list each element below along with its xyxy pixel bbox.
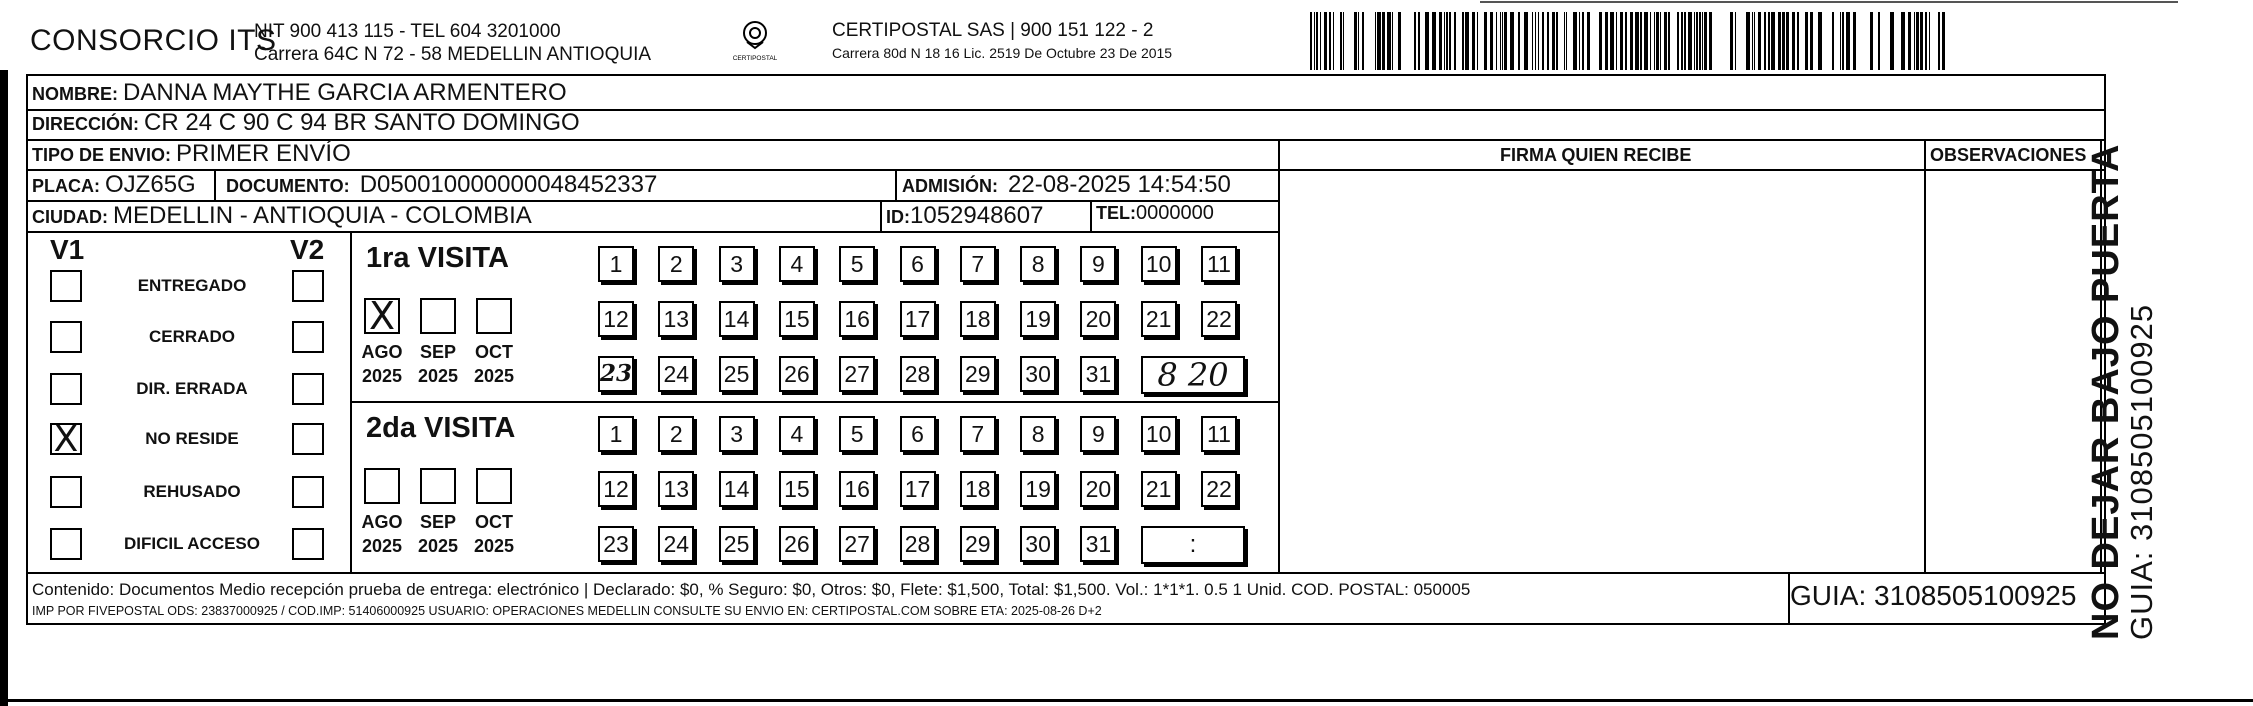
status-label: DIFICIL ACCESO xyxy=(123,534,260,553)
month-checkbox[interactable] xyxy=(420,468,456,504)
day-box[interactable]: 8 xyxy=(1020,246,1056,282)
id-value: 1052948607 xyxy=(910,202,1044,229)
content-details: Contenido: Documentos Medio recepción prueba de entrega: electrónico | Declarado: $0, % Seguro: $0, Otros: $0, Flete: $1,500, Total: $1,500. Vol.: 1*1*1. 0.5 1 Unid. COD. POSTAL: 050005 xyxy=(32,580,1471,599)
day-box[interactable]: 15 xyxy=(779,471,815,507)
day-box[interactable]: 30 xyxy=(1020,526,1056,562)
visit-title: 2da VISITA xyxy=(366,412,516,444)
placa-field xyxy=(32,171,196,199)
tel-value: 0000000 xyxy=(1136,202,1214,224)
side-guia: GUIA: 3108505100925 xyxy=(2124,303,2159,640)
day-box[interactable]: 29 xyxy=(960,356,996,392)
no-dejar-notice: NO DEJAR BAJO PUERTA xyxy=(2085,143,2127,640)
ciudad-field xyxy=(32,202,532,230)
day-box[interactable]: 31 xyxy=(1080,526,1116,562)
check-mark: X xyxy=(368,294,396,338)
visit-divider xyxy=(350,401,1280,403)
placa-label: PLACA: xyxy=(32,176,100,196)
month-name: SEP xyxy=(419,342,457,362)
id-label: ID: xyxy=(886,207,910,227)
v1-checkbox[interactable] xyxy=(50,270,82,302)
day-box[interactable]: 4 xyxy=(779,416,815,452)
day-box[interactable]: 28 xyxy=(900,526,936,562)
time-box[interactable]: 8 20 xyxy=(1141,356,1245,394)
company-name: CONSORCIO ITS xyxy=(30,24,277,57)
certipostal-nit: CERTIPOSTAL SAS | 900 151 122 - 2 xyxy=(832,20,1154,41)
day-box[interactable]: 13 xyxy=(658,301,694,337)
barcode xyxy=(1310,12,1947,70)
day-box[interactable]: 28 xyxy=(900,356,936,392)
tipo-envio-field xyxy=(32,140,351,168)
day-box[interactable]: 23 xyxy=(598,356,634,392)
nit-line: NIT 900 413 115 - TEL 604 3201000 xyxy=(254,21,561,42)
day-box[interactable]: 27 xyxy=(839,526,875,562)
guia-number: GUIA: 3108505100925 xyxy=(1790,580,2077,611)
month-year: 2025 xyxy=(417,536,459,556)
admision-value: 22-08-2025 14:54:50 xyxy=(1008,171,1231,198)
v2-checkbox[interactable] xyxy=(292,476,324,508)
day-box[interactable]: 8 xyxy=(1020,416,1056,452)
month-year: 2025 xyxy=(361,366,403,386)
day-box[interactable]: 14 xyxy=(719,471,755,507)
status-label: CERRADO xyxy=(149,327,235,346)
day-box[interactable]: 26 xyxy=(779,356,815,392)
month-name: OCT xyxy=(475,342,513,362)
direccion-field xyxy=(32,109,580,137)
id-field xyxy=(886,202,1043,230)
logo-text: CERTIPOSTAL xyxy=(732,55,778,62)
day-box[interactable]: 15 xyxy=(779,301,815,337)
day-box[interactable]: 21 xyxy=(1141,471,1177,507)
month-label xyxy=(411,340,465,388)
visit-title: 1ra VISITA xyxy=(366,242,509,274)
month-name: OCT xyxy=(475,512,513,532)
month-year: 2025 xyxy=(473,366,515,386)
ciudad-value: MEDELLIN - ANTIOQUIA - COLOMBIA xyxy=(113,202,532,229)
day-box[interactable]: 30 xyxy=(1020,356,1056,392)
day-box[interactable]: 24 xyxy=(658,356,694,392)
footer-divider xyxy=(26,572,2106,574)
placa-value: OJZ65G xyxy=(105,171,196,198)
day-box[interactable]: 29 xyxy=(960,526,996,562)
v1-header: V1 xyxy=(50,234,85,265)
direccion-value: CR 24 C 90 C 94 BR SANTO DOMINGO xyxy=(144,109,580,136)
month-name: AGO xyxy=(361,342,403,362)
top-rule xyxy=(1480,1,2178,3)
day-box[interactable]: 22 xyxy=(1201,301,1237,337)
day-box[interactable]: 22 xyxy=(1201,471,1237,507)
certipostal-address: Carrera 80d N 18 16 Lic. 2519 De Octubre 23 De 2015 xyxy=(832,45,1173,61)
month-checkbox[interactable] xyxy=(476,468,512,504)
day-box[interactable]: 2 xyxy=(658,246,694,282)
day-box[interactable]: 16 xyxy=(839,471,875,507)
nombre-label: NOMBRE: xyxy=(32,84,118,104)
day-box[interactable]: 12 xyxy=(598,301,634,337)
day-box[interactable]: 9 xyxy=(1080,246,1116,282)
day-box[interactable]: 27 xyxy=(839,356,875,392)
status-label: REHUSADO xyxy=(143,482,241,501)
print-info: IMP POR FIVEPOSTAL ODS: 23837000925 / COD.IMP: 51406000925 USUARIO: OPERACIONES MEDELLIN CONSULTE SU ENVIO EN: CERTIPOSTAL.COM SOBRE ETA: 2025-08-26 D+2 xyxy=(32,604,1102,618)
status-label: NO RESIDE xyxy=(145,429,239,448)
day-box[interactable]: 7 xyxy=(960,246,996,282)
cell-divider xyxy=(880,200,882,231)
nombre-value: DANNA MAYTHE GARCIA ARMENTERO xyxy=(123,79,567,106)
cell-divider xyxy=(214,169,216,200)
day-box[interactable]: 11 xyxy=(1201,246,1237,282)
month-label xyxy=(411,510,465,558)
status-divider xyxy=(350,231,352,572)
month-checkbox[interactable] xyxy=(476,298,512,334)
month-label xyxy=(355,340,409,388)
address-line: Carrera 64C N 72 - 58 MEDELLIN ANTIOQUIA xyxy=(254,44,652,65)
observaciones-divider xyxy=(1924,139,1926,572)
month-year: 2025 xyxy=(417,366,459,386)
day-box[interactable]: 10 xyxy=(1141,416,1177,452)
day-box[interactable]: 21 xyxy=(1141,301,1177,337)
cell-divider xyxy=(1090,200,1092,231)
firma-header: FIRMA QUIEN RECIBE xyxy=(1500,145,1692,165)
tipo-envio-value: PRIMER ENVÍO xyxy=(176,140,351,167)
certipostal-info xyxy=(832,20,1172,64)
tel-field xyxy=(1096,202,1214,225)
day-box[interactable]: 4 xyxy=(779,246,815,282)
direccion-label: DIRECCIÓN: xyxy=(32,114,139,134)
status-label: ENTREGADO xyxy=(137,276,247,295)
day-box[interactable]: 18 xyxy=(960,301,996,337)
month-label xyxy=(355,510,409,558)
month-label xyxy=(467,510,521,558)
day-box[interactable]: 13 xyxy=(658,471,694,507)
observaciones-header: OBSERVACIONES xyxy=(1930,145,2087,165)
day-box[interactable]: 14 xyxy=(719,301,755,337)
day-box[interactable]: 18 xyxy=(960,471,996,507)
check-mark: X xyxy=(53,419,79,460)
day-box[interactable]: 9 xyxy=(1080,416,1116,452)
cell-divider xyxy=(895,169,897,200)
day-box[interactable]: 6 xyxy=(900,416,936,452)
certipostal-logo xyxy=(730,18,780,64)
day-box[interactable]: 3 xyxy=(719,416,755,452)
day-box[interactable]: 19 xyxy=(1020,301,1056,337)
day-box[interactable]: 12 xyxy=(598,471,634,507)
admision-field xyxy=(902,171,1231,199)
ciudad-label: CIUDAD: xyxy=(32,207,108,227)
day-box[interactable]: 24 xyxy=(658,526,694,562)
day-box[interactable]: 6 xyxy=(900,246,936,282)
day-box[interactable]: 10 xyxy=(1141,246,1177,282)
v1-checkbox[interactable] xyxy=(50,476,82,508)
month-year: 2025 xyxy=(473,536,515,556)
day-box[interactable]: 1 xyxy=(598,416,634,452)
day-box[interactable]: 26 xyxy=(779,526,815,562)
day-box[interactable]: 25 xyxy=(719,526,755,562)
day-box[interactable]: 23 xyxy=(598,526,634,562)
tipo-envio-label: TIPO DE ENVIO: xyxy=(32,145,172,165)
v1-checkbox[interactable] xyxy=(50,419,82,460)
company-info xyxy=(254,20,651,66)
v2-checkbox[interactable] xyxy=(292,270,324,302)
tel-label: TEL: xyxy=(1096,203,1136,223)
day-box[interactable]: 1 xyxy=(598,246,634,282)
day-box[interactable]: 7 xyxy=(960,416,996,452)
v1-checkbox[interactable] xyxy=(50,528,82,560)
month-label xyxy=(467,340,521,388)
month-checkbox[interactable] xyxy=(364,468,400,504)
status-label: DIR. ERRADA xyxy=(136,379,248,398)
firma-divider xyxy=(1278,139,1280,572)
v1-checkbox[interactable] xyxy=(50,373,82,405)
day-box[interactable]: 20 xyxy=(1080,301,1116,337)
month-checkbox[interactable] xyxy=(364,294,400,338)
time-box[interactable]: : xyxy=(1141,526,1245,564)
v1-checkbox[interactable] xyxy=(50,321,82,353)
v2-header: V2 xyxy=(290,234,325,265)
side-notice xyxy=(2085,40,2160,640)
scan-edge xyxy=(0,70,8,706)
day-box[interactable]: 11 xyxy=(1201,416,1237,452)
month-name: SEP xyxy=(419,512,457,532)
day-box[interactable]: 25 xyxy=(719,356,755,392)
v2-checkbox[interactable] xyxy=(292,373,324,405)
v2-checkbox[interactable] xyxy=(292,528,324,560)
month-name: AGO xyxy=(361,512,403,532)
scan-bottom-edge xyxy=(0,699,2253,702)
day-box[interactable]: 31 xyxy=(1080,356,1116,392)
day-box[interactable]: 3 xyxy=(719,246,755,282)
v2-checkbox[interactable] xyxy=(292,423,324,455)
v2-checkbox[interactable] xyxy=(292,321,324,353)
day-box[interactable]: 2 xyxy=(658,416,694,452)
admision-label: ADMISIÓN: xyxy=(902,176,998,196)
day-box[interactable]: 5 xyxy=(839,416,875,452)
day-box[interactable]: 19 xyxy=(1020,471,1056,507)
day-box[interactable]: 20 xyxy=(1080,471,1116,507)
nombre-field xyxy=(32,79,567,107)
day-box[interactable]: 16 xyxy=(839,301,875,337)
documento-label: DOCUMENTO: xyxy=(226,176,350,196)
documento-value: D050010000000048452337 xyxy=(359,171,658,198)
day-box[interactable]: 17 xyxy=(900,471,936,507)
month-year: 2025 xyxy=(361,536,403,556)
row-divider xyxy=(26,231,1280,233)
day-box[interactable]: 17 xyxy=(900,301,936,337)
month-checkbox[interactable] xyxy=(420,298,456,334)
day-box[interactable]: 5 xyxy=(839,246,875,282)
documento-field xyxy=(226,171,657,199)
